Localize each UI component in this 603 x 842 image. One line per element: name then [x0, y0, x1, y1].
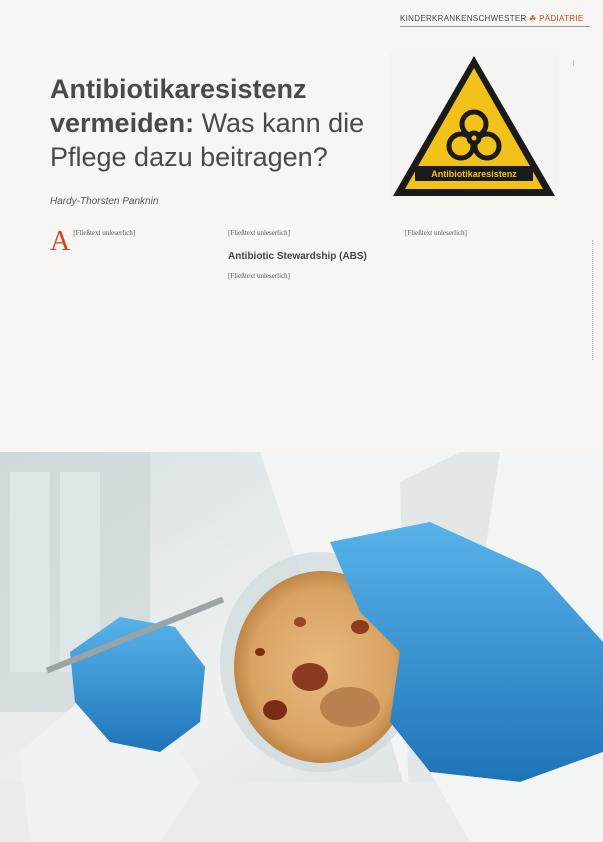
column-2-text-b: [Fließtext unleserlich] [228, 271, 291, 280]
column-1-text: [Fließtext unleserlich] [73, 229, 136, 237]
sign-label: Antibiotikaresistenz [431, 169, 517, 179]
article-title [50, 72, 380, 174]
text-column-1 [50, 226, 220, 257]
text-column-2 [228, 228, 398, 287]
column-2-text-a: [Fließtext unleserlich] [228, 229, 291, 237]
drop-cap: A [50, 226, 71, 257]
section-subheading: Antibiotic Stewardship (ABS) [228, 250, 367, 262]
vertical-margin-note: — [571, 60, 577, 66]
biohazard-warning-sign [389, 52, 559, 200]
section-name: PÄDIATRIE [539, 14, 584, 23]
running-head [400, 14, 590, 23]
article-title-rest: Was kann die Pflege dazu beitragen? [50, 108, 365, 172]
article-title-bold: Antibiotikaresistenz vermeiden: [50, 74, 307, 138]
column-3-text: [Fließtext unleserlich] [405, 229, 468, 237]
text-column-3 [405, 228, 575, 245]
margin-mark [592, 240, 597, 360]
article-author: Hardy-Thorsten Panknin [50, 196, 159, 207]
lab-photo [0, 452, 603, 842]
header-rule [400, 26, 590, 27]
journal-logo-icon: ☘ [529, 14, 537, 23]
journal-name: KINDERKRANKENSCHWESTER [400, 14, 527, 23]
